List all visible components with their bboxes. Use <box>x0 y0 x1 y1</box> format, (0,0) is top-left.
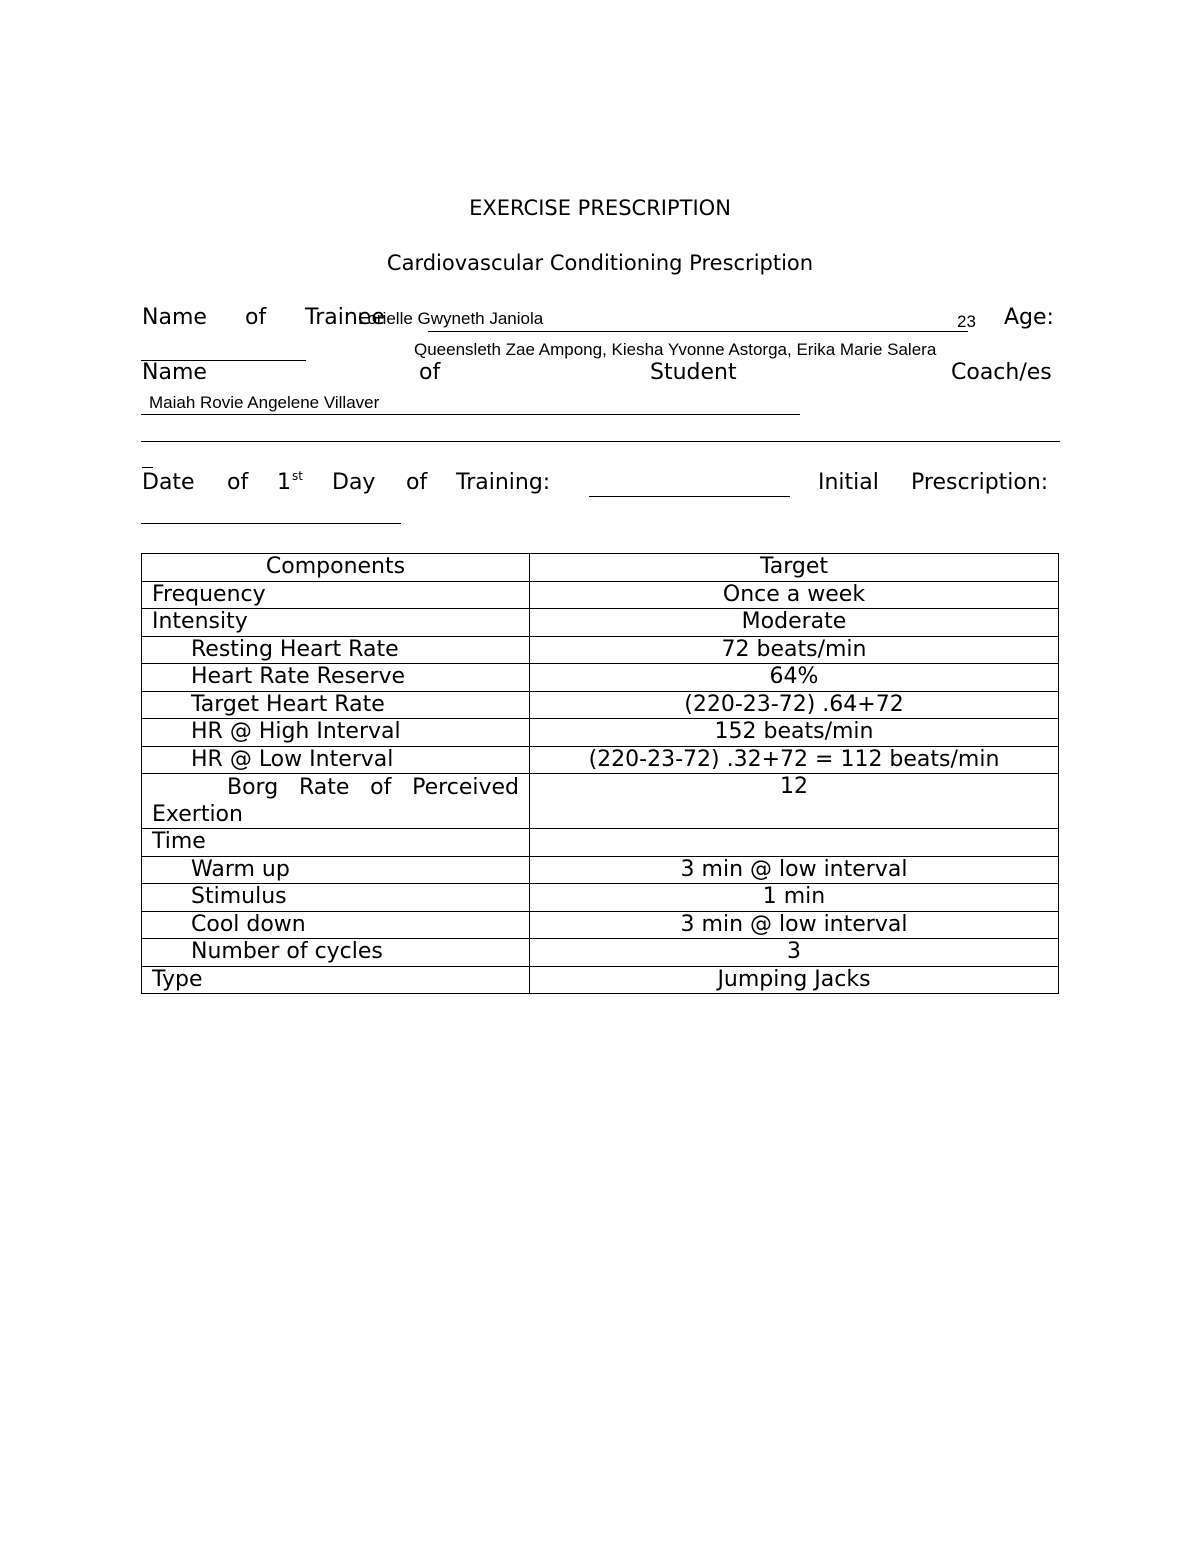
header-target: Target <box>530 554 1059 582</box>
initial-label-word-1: Initial <box>818 470 879 495</box>
target-cell: Jumping Jacks <box>530 966 1059 994</box>
trainee-name-value[interactable]: Lorielle Gwyneth Janiola <box>358 309 544 328</box>
prescription-table <box>141 553 1059 994</box>
component-wrap-line-1 <box>152 774 519 801</box>
coach-trailing-underscore <box>142 467 153 468</box>
coach-label-word-1: Name <box>142 360 207 385</box>
date-label-word-4: of <box>406 470 428 495</box>
target-cell: Once a week <box>530 581 1059 609</box>
coach-names-line-1[interactable]: Queensleth Zae Ampong, Kiesha Yvonne Astorga, Erika Marie Salera <box>414 340 937 359</box>
table-row <box>142 911 1059 939</box>
component-cell: Time <box>142 829 530 857</box>
date-label-word-3: Day <box>332 470 376 495</box>
target-cell: (220-23-72) .32+72 = 112 beats/min <box>530 746 1059 774</box>
component-cell: Stimulus <box>142 884 530 912</box>
ordinal-number: 1 <box>277 470 291 495</box>
date-field-underline[interactable] <box>589 496 790 497</box>
date-label-word-1: Date <box>142 470 195 495</box>
component-cell: HR @ High Interval <box>142 719 530 747</box>
table-row <box>142 856 1059 884</box>
table-header-row <box>142 554 1059 582</box>
target-cell: 1 min <box>530 884 1059 912</box>
header-components: Components <box>142 554 530 582</box>
component-cell: Warm up <box>142 856 530 884</box>
component-word: Perceived <box>412 775 519 800</box>
target-cell: 72 beats/min <box>530 636 1059 664</box>
document-subtitle: Cardiovascular Conditioning Prescription <box>386 251 814 275</box>
table-row <box>142 884 1059 912</box>
component-cell: Resting Heart Rate <box>142 636 530 664</box>
component-cell: Frequency <box>142 581 530 609</box>
component-cell: Target Heart Rate <box>142 691 530 719</box>
target-cell: Moderate <box>530 609 1059 637</box>
coach-label-word-2: of <box>419 360 441 385</box>
table-row <box>142 636 1059 664</box>
component-cell: Type <box>142 966 530 994</box>
table-row <box>142 609 1059 637</box>
table-row <box>142 746 1059 774</box>
age-label: Age: <box>1004 305 1054 330</box>
coach-names-line-2[interactable]: Maiah Rovie Angelene Villaver <box>149 393 380 412</box>
target-cell: 12 <box>530 774 1059 829</box>
trainee-label-word-3: Trainee <box>305 305 385 330</box>
table-row <box>142 829 1059 857</box>
trainee-label-word-1: Name <box>142 305 207 330</box>
table-row <box>142 966 1059 994</box>
component-cell: Number of cycles <box>142 939 530 967</box>
date-label-word-5: Training: <box>456 470 551 495</box>
target-cell <box>530 829 1059 857</box>
ordinal-suffix: st <box>292 469 303 483</box>
table-row <box>142 719 1059 747</box>
document-title: EXERCISE PRESCRIPTION <box>469 196 731 220</box>
table-row <box>142 581 1059 609</box>
table-row <box>142 939 1059 967</box>
target-cell: 152 beats/min <box>530 719 1059 747</box>
component-cell: Cool down <box>142 911 530 939</box>
table-row <box>142 774 1059 829</box>
target-cell: (220-23-72) .64+72 <box>530 691 1059 719</box>
trainee-name-underline <box>428 331 968 332</box>
table-row <box>142 664 1059 692</box>
component-cell: Intensity <box>142 609 530 637</box>
target-cell: 3 min @ low interval <box>530 856 1059 884</box>
target-cell: 64% <box>530 664 1059 692</box>
component-cell <box>142 774 530 829</box>
initial-label-word-2: Prescription: <box>911 470 1049 495</box>
table-row <box>142 691 1059 719</box>
component-word: of <box>370 775 392 800</box>
component-word: Borg <box>227 775 279 800</box>
component-cell: HR @ Low Interval <box>142 746 530 774</box>
date-label-word-2: of <box>227 470 249 495</box>
target-cell: 3 min @ low interval <box>530 911 1059 939</box>
trainee-label-word-2: of <box>245 305 267 330</box>
component-word: Rate <box>298 775 350 800</box>
date-label-ordinal <box>277 470 303 495</box>
coach-underline-1 <box>141 414 800 415</box>
component-wrap-line-2: Exertion <box>152 802 243 827</box>
initial-prescription-underline[interactable] <box>141 523 401 524</box>
coach-label-word-4: Coach/es <box>951 360 1052 385</box>
target-cell: 3 <box>530 939 1059 967</box>
coach-label-word-3: Student <box>650 360 737 385</box>
component-cell: Heart Rate Reserve <box>142 664 530 692</box>
coach-underline-2 <box>141 441 1060 442</box>
trainee-age-value[interactable]: 23 <box>957 312 976 331</box>
